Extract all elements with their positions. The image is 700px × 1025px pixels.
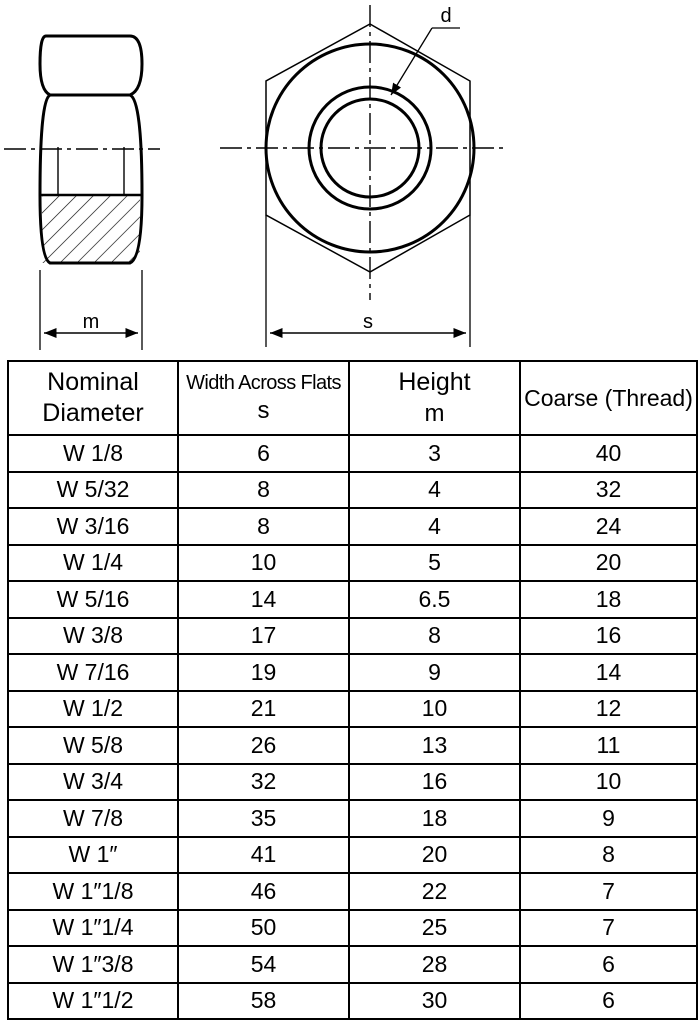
hex-nut-drawing xyxy=(0,0,700,360)
cell-coarse-thread: 18 xyxy=(520,581,697,618)
cell-height: 4 xyxy=(349,472,520,509)
cell-coarse-thread: 9 xyxy=(520,800,697,837)
cell-nominal-diameter: W 1″1/2 xyxy=(8,983,178,1020)
header-height: Height m xyxy=(349,361,520,435)
cell-coarse-thread: 7 xyxy=(520,910,697,947)
cell-nominal-diameter: W 1/8 xyxy=(8,435,178,472)
cell-height: 8 xyxy=(349,618,520,655)
cell-width-across-flats: 54 xyxy=(178,946,349,983)
cell-width-across-flats: 8 xyxy=(178,472,349,509)
cell-width-across-flats: 50 xyxy=(178,910,349,947)
cell-nominal-diameter: W 7/16 xyxy=(8,654,178,691)
cell-nominal-diameter: W 1/4 xyxy=(8,545,178,582)
cell-coarse-thread: 12 xyxy=(520,691,697,728)
nut-side-view xyxy=(4,36,160,350)
dimension-m-label-side: m xyxy=(82,311,100,333)
cell-height: 25 xyxy=(349,910,520,947)
cell-nominal-diameter: W 1″1/8 xyxy=(8,873,178,910)
table-row xyxy=(8,691,697,728)
table-row xyxy=(8,983,697,1020)
dimension-d-label: d xyxy=(440,5,452,27)
cell-coarse-thread: 6 xyxy=(520,946,697,983)
cell-nominal-diameter: W 1″1/4 xyxy=(8,910,178,947)
table-row xyxy=(8,837,697,874)
cell-width-across-flats: 58 xyxy=(178,983,349,1020)
header-nominal-diameter: Nominal Diameter xyxy=(8,361,178,435)
cell-width-across-flats: 17 xyxy=(178,618,349,655)
cell-width-across-flats: 8 xyxy=(178,508,349,545)
cell-height: 5 xyxy=(349,545,520,582)
cell-width-across-flats: 6 xyxy=(178,435,349,472)
cell-coarse-thread: 10 xyxy=(520,764,697,801)
cell-width-across-flats: 32 xyxy=(178,764,349,801)
cell-height: 22 xyxy=(349,873,520,910)
cell-height: 9 xyxy=(349,654,520,691)
cell-nominal-diameter: W 5/16 xyxy=(8,581,178,618)
cell-height: 4 xyxy=(349,508,520,545)
cell-nominal-diameter: W 5/8 xyxy=(8,727,178,764)
cell-nominal-diameter: W 1/2 xyxy=(8,691,178,728)
cell-nominal-diameter: W 1″ xyxy=(8,837,178,874)
cell-height: 3 xyxy=(349,435,520,472)
header-coarse-thread: Coarse (Thread) xyxy=(520,361,697,435)
table-row xyxy=(8,435,697,472)
cell-height: 13 xyxy=(349,727,520,764)
cell-coarse-thread: 7 xyxy=(520,873,697,910)
cell-height: 20 xyxy=(349,837,520,874)
cell-nominal-diameter: W 3/16 xyxy=(8,508,178,545)
table-row xyxy=(8,472,697,509)
cell-height: 30 xyxy=(349,983,520,1020)
cell-height: 16 xyxy=(349,764,520,801)
cell-width-across-flats: 21 xyxy=(178,691,349,728)
cell-width-across-flats: 10 xyxy=(178,545,349,582)
cell-coarse-thread: 8 xyxy=(520,837,697,874)
cell-coarse-thread: 32 xyxy=(520,472,697,509)
cell-width-across-flats: 14 xyxy=(178,581,349,618)
table-row xyxy=(8,727,697,764)
cell-coarse-thread: 11 xyxy=(520,727,697,764)
cell-height: 18 xyxy=(349,800,520,837)
table-row xyxy=(8,873,697,910)
table-row xyxy=(8,545,697,582)
table-row xyxy=(8,910,697,947)
cell-nominal-diameter: W 3/4 xyxy=(8,764,178,801)
header-width-across-flats: Width Across Flats s xyxy=(178,361,349,435)
table-row xyxy=(8,800,697,837)
nut-front-view xyxy=(220,5,505,347)
cell-height: 6.5 xyxy=(349,581,520,618)
table-row xyxy=(8,618,697,655)
table-row xyxy=(8,764,697,801)
cell-nominal-diameter: W 7/8 xyxy=(8,800,178,837)
cell-coarse-thread: 14 xyxy=(520,654,697,691)
cell-coarse-thread: 6 xyxy=(520,983,697,1020)
nut-dimensions-table xyxy=(7,360,698,1020)
table-header-row xyxy=(8,361,697,435)
cell-nominal-diameter: W 1″3/8 xyxy=(8,946,178,983)
cell-coarse-thread: 20 xyxy=(520,545,697,582)
cell-width-across-flats: 26 xyxy=(178,727,349,764)
table-row xyxy=(8,581,697,618)
cell-width-across-flats: 41 xyxy=(178,837,349,874)
cell-height: 10 xyxy=(349,691,520,728)
cell-width-across-flats: 46 xyxy=(178,873,349,910)
cell-nominal-diameter: W 5/32 xyxy=(8,472,178,509)
table-row xyxy=(8,508,697,545)
dimension-s-label-front: s xyxy=(363,311,373,333)
table-row xyxy=(8,946,697,983)
cell-width-across-flats: 19 xyxy=(178,654,349,691)
cell-coarse-thread: 40 xyxy=(520,435,697,472)
cell-coarse-thread: 24 xyxy=(520,508,697,545)
cell-coarse-thread: 16 xyxy=(520,618,697,655)
cell-width-across-flats: 35 xyxy=(178,800,349,837)
table-row xyxy=(8,654,697,691)
cell-height: 28 xyxy=(349,946,520,983)
cell-nominal-diameter: W 3/8 xyxy=(8,618,178,655)
